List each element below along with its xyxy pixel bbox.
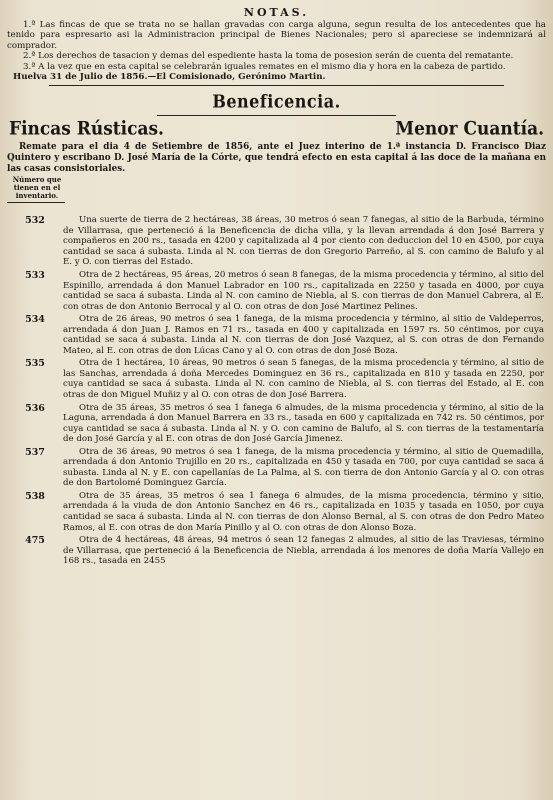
entry-text: Otra de 35 áreas, 35 metros ó sea 1 fanega 6 almudes, de la misma procedencia, término y sitio, arrendada á la viuda de don Antonio Sanchez en 46 rs., capitalizada en 1035 y tasada en 1050, por cuya cantidad se saca á subasta. Linda al N. con tierras de don Alonso Bernal, al S. con otras de don Pedro Mateo Ramos, al E. con otras de don María Pinillo y al O. con otras de don Alonso Boza. — [63, 490, 544, 533]
section-title: Beneficencia. — [212, 91, 341, 113]
entry-text: Otra de 35 áreas, 35 metros ó sea 1 fanega 6 almudes, de la misma procedencia y término, al sitio de la Laguna, arrendada á don Manuel Barrera en 33 rs., tasada en 600 y capitalizada en 742 rs. 50 céntimos, por cuya cantidad se saca á subasta. Linda al N. y O. con camino de Balufo, al S. con tierras de la testamentaría de don José García y al E. con otras de don José García Jimenez. — [63, 402, 544, 445]
inventory-number: 475 — [25, 535, 45, 547]
note-2: 2.ª Los derechos de tasacion y demas del espediente hasta la toma de posesion serán de cuenta del rematante. — [23, 51, 514, 62]
auction-notice: Remate para el dia 4 de Setiembre de 1856, ante el Juez interino de 1.ª instancia D. Francisco Diaz Quintero y escribano D. José María de la Córte, que tendrá efecto en esta capital á las doce de la mañana en las casas consistoriales. — [7, 142, 546, 174]
list-item — [7, 535, 546, 567]
list-item — [7, 358, 546, 400]
inventory-number: 533 — [25, 269, 45, 281]
list-item — [7, 314, 546, 356]
divider — [49, 85, 504, 86]
list-item — [7, 403, 546, 445]
inventory-column-heading: Número que tienen en el inventario. — [12, 175, 62, 201]
entry-text: Otra de 2 hectáreas, 95 áreas, 20 metros ó sean 8 fanegas, de la misma procedencia y término, al sitio del Espinillo, arrendada á don Manuel Labrador en 100 rs., capitalizada en 2250 y tasada en 4000, por cuya cantidad se saca á subasta. Linda al N. con camino de Niebla, al S. con tierras de don Manuel Cabrera, al E. con otras de don Antonio Berrocal y al O. con otras de don José Martinez Pelines. — [63, 269, 544, 312]
entry-text: Otra de 4 hectáreas, 48 áreas, 94 metros ó sean 12 fanegas 2 almudes, al sitio de las Traviesas, término de Villarrasa, que perteneció á la Beneficencia de Niebla, arrendada á los menores de doña María Vallejo en 168 rs., tasada en 2455 — [63, 535, 544, 567]
list-item — [7, 215, 546, 268]
inventory-number: 535 — [25, 358, 45, 370]
list-item — [7, 447, 546, 489]
inventory-number: 536 — [25, 402, 45, 414]
inventory-number: 537 — [25, 446, 45, 458]
signature-line: Huelva 31 de Julio de 1856.—El Comisionado, Gerónimo Martin. — [13, 72, 326, 83]
entry-text: Una suerte de tierra de 2 hectáreas, 38 áreas, 30 metros ó sean 7 fanegas, al sitio de la Barbuda, término de Villarrasa, que perteneció á la Beneficencia de dicha villa, y la llevan arrendada á don José Barrera y compañeros en 200 rs., tasada en 4200 y capitalizada al 4 por ciento con deduccion del 10 en 4500, por cuya cantidad se saca á subasta. Linda al N. con tierras de don Gregorio Parreño, al S. con camino de Balufo y al E. y O. con tierras del Estado. — [63, 215, 544, 268]
left-heading: Fincas Rústicas. — [9, 118, 164, 141]
entry-text: Otra de 1 hectárea, 10 áreas, 90 metros ó sean 5 fanegas, de la misma procedencia y término, al sitio de las Sanchas, arrendada á doña Mercedes Dominguez en 36 rs., capitalizada en 810 y tasada en 2250, por cuya cantidad se saca á subasta. Linda al N. con camino de Niebla, al S. con tierras del Estado, al E. con otras de don Miguel Muñiz y al O. con otras de don José Barrera. — [63, 358, 544, 400]
entries-list — [7, 215, 546, 567]
column-heading-rule — [7, 202, 65, 203]
entry-text: Otra de 26 áreas, 90 metros ó sea 1 fanega, de la misma procedencia y término, al sitio de Valdeperros, arrendada á don Juan J. Ramos en 71 rs., tasada en 400 y capitalizada en 1597 rs. 50 céntimos, por cuya cantidad se saca á subasta. Linda al N. con tierras de don José Vazquez, al S. con otras de don Fernando Mateo, al E. con otras de don Lúcas Cano y al O. con otras de don José Boza. — [63, 314, 544, 356]
inventory-number: 538 — [25, 490, 45, 502]
inventory-number: 534 — [25, 314, 45, 326]
note-3: 3.ª A la vez que en esta capital se celebrarán iguales remates en el mismo dia y hora en la cabeza de partido. — [23, 61, 506, 72]
note-1: 1.ª Las fincas de que se trata no se hallan gravadas con carga alguna, segun resulta de los antecedentes que ha tenido para espresario asi la Administracion principal de Bienes Nacionales; pero si apareciese se indemnizará al comprador. — [7, 20, 546, 51]
entry-text: Otra de 36 áreas, 90 metros ó sea 1 fanega, de la misma procedencia y término, al sitio de Quemadilla, arrendada á don Antonio Trujillo en 20 rs., capitalizada en 450 y tasada en 700, por cuya cantidad se saca á subasta. Linda al N. y E. con capellanías de La Palma, al S. con tierra de don Antonio García y al O. con otras de don Bartolomé Dominguez García. — [63, 446, 544, 489]
title-underline — [157, 115, 396, 116]
right-heading: Menor Cuantía. — [395, 118, 544, 141]
notes-title: NOTAS. — [243, 6, 310, 19]
list-item — [7, 270, 546, 312]
section-headings — [9, 119, 544, 139]
list-item — [7, 491, 546, 533]
inventory-number: 532 — [25, 215, 45, 227]
